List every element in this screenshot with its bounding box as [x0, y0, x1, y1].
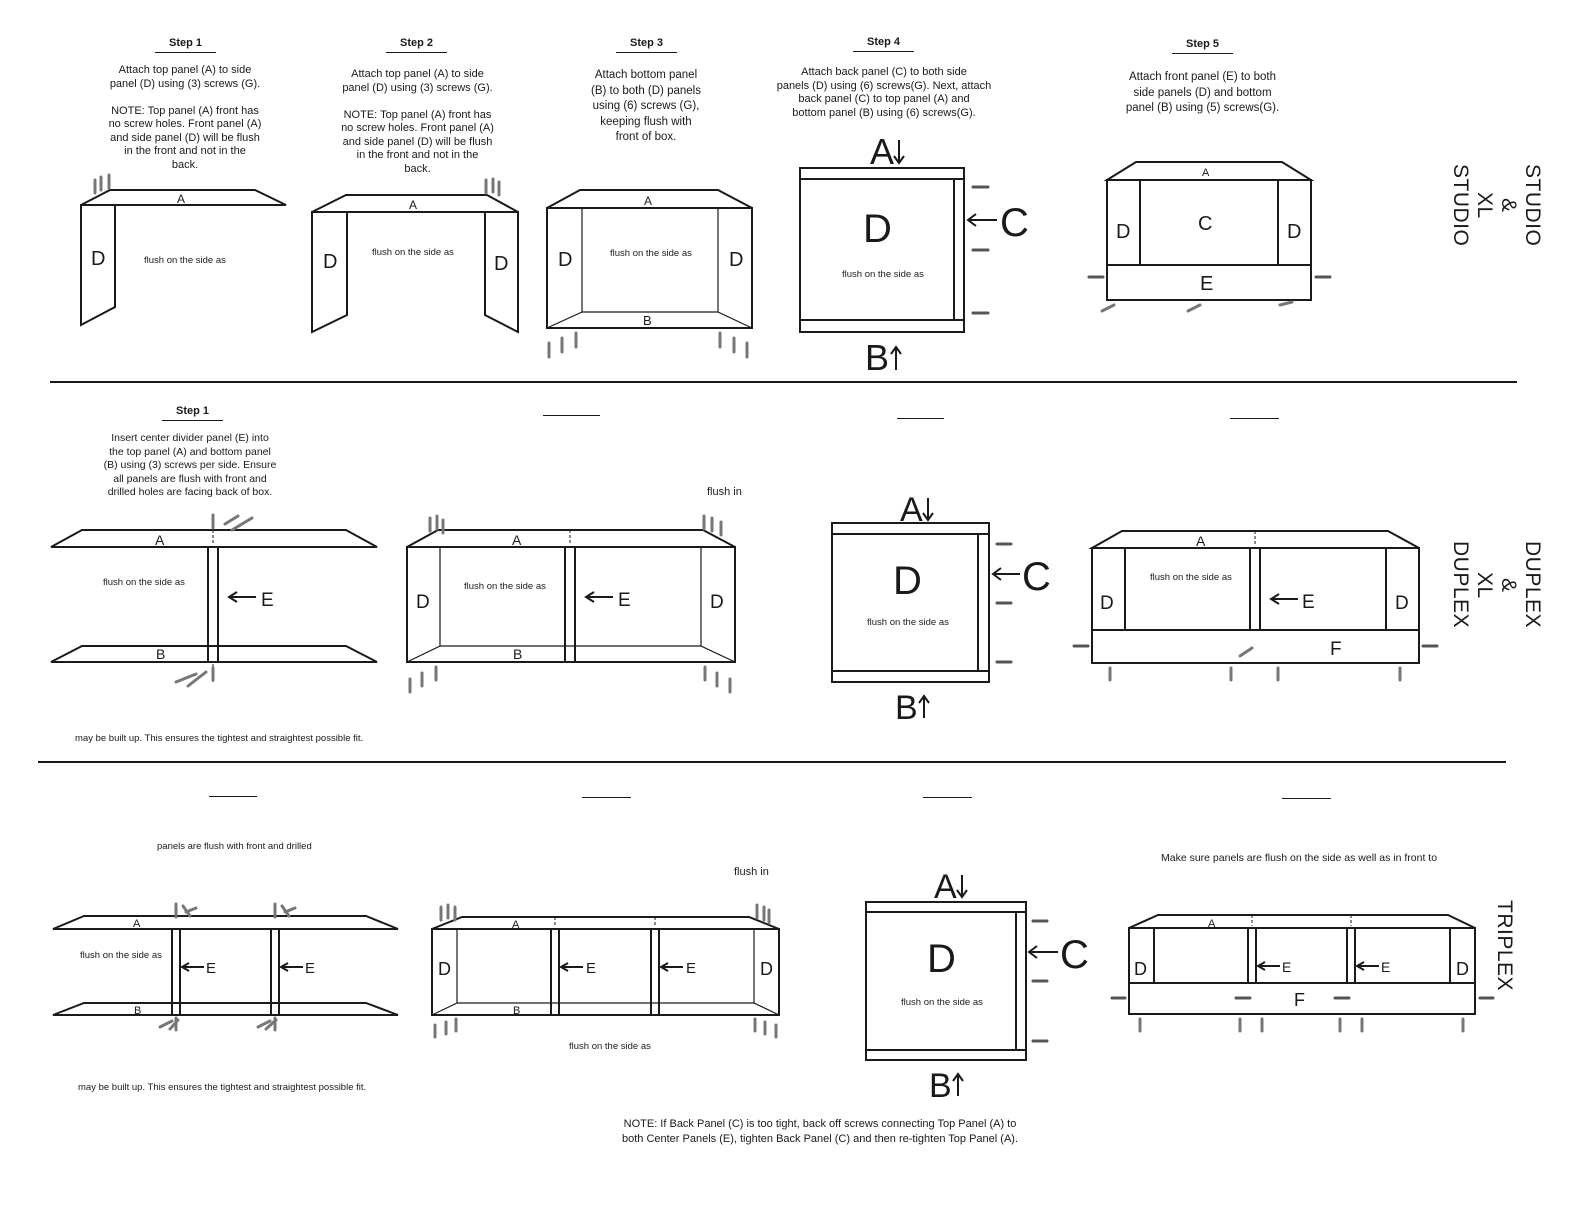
studio-step3-label-d-right: D	[729, 249, 744, 271]
duplex-step1-label-b: B	[156, 646, 166, 662]
triplex-step1-label-a: A	[133, 918, 141, 930]
studio-step5-text: Attach front panel (E) to both side panels (D) and bottom panel (B) using (5) screws(G).	[1125, 71, 1280, 114]
duplex-step2-flush-note: flush on the side as	[464, 581, 546, 592]
studio-step4-diagram	[800, 131, 1029, 378]
triplex-step2-flush-note: flush on the side as	[569, 1041, 651, 1052]
triplex-bottom-note: NOTE: If Back Panel (C) is too tight, back off screws connecting Top Panel (A) to both Center Panels (E), tighten Back Panel (C) and then re-tighten Top Panel (A).	[621, 1118, 1019, 1145]
triplex-step3-flush-note: flush on the side as	[901, 997, 983, 1008]
triplex-step4-label-e2: E	[1381, 959, 1391, 975]
studio-step2-label-a: A	[409, 198, 418, 212]
duplex-step2-label-e: E	[618, 590, 631, 611]
studio-step5-label-c: C	[1198, 213, 1213, 235]
studio-step3-label-d-left: D	[558, 249, 573, 271]
triplex-step4-label-d-right: D	[1456, 959, 1469, 979]
triplex-step4-label-a: A	[1208, 918, 1216, 930]
triplex-step1-label-e2: E	[305, 960, 316, 977]
duplex-step4-label-e: E	[1302, 592, 1315, 613]
studio-step1-flush-note: flush on the side as	[144, 255, 226, 266]
duplex-step4-label-f: F	[1330, 639, 1342, 660]
duplex-step2-label-a: A	[512, 532, 522, 548]
duplex-step2-diagram	[407, 516, 735, 692]
duplex-flush-in-note: flush in	[707, 486, 742, 498]
triplex-step2-label-e1: E	[586, 960, 597, 977]
duplex-step2-label-d-left: D	[416, 592, 430, 613]
studio-step1-text: Attach top panel (A) to side panel (D) using (3) screws (G). NOTE: Top panel (A) front has no screw holes. Front panel (A) and side panel (D) will be flush in the front and not in the back.	[108, 64, 262, 171]
triplex-step2-diagram	[432, 905, 779, 1052]
duplex-step3-label-a: A	[900, 491, 923, 529]
triplex-step4-label-d-left: D	[1134, 959, 1147, 979]
studio-step2-title: Step 2	[386, 37, 447, 53]
duplex-step3-diagram	[832, 491, 1051, 727]
studio-step4-flush-note: flush on the side as	[842, 269, 924, 280]
studio-step5-label-d-left: D	[1116, 221, 1131, 243]
studio-step1-title: Step 1	[155, 37, 216, 53]
triplex-make-sure-note: Make sure panels are flush on the side as well as in front to	[1161, 852, 1438, 864]
duplex-step1-label-a: A	[155, 532, 165, 548]
triplex-step1-diagram	[53, 904, 398, 1030]
duplex-step3-flush-note: flush on the side as	[867, 617, 949, 628]
triplex-step4-label-e1: E	[1282, 959, 1292, 975]
triplex-step1-flush-note: flush on the side as	[80, 950, 162, 961]
studio-step2-flush-note: flush on the side as	[372, 247, 454, 258]
studio-step5-label-d-right: D	[1287, 221, 1302, 243]
duplex-step2-label-d-right: D	[710, 592, 724, 613]
triplex-step4-diagram	[1112, 915, 1493, 1031]
triplex-step3-diagram	[866, 868, 1089, 1105]
studio-step1-label-d: D	[91, 248, 106, 270]
duplex-step4-label-d-right: D	[1395, 593, 1409, 614]
duplex-footer-note: may be built up. This ensures the tightest and straightest possible fit.	[75, 733, 364, 744]
studio-step3-label-b: B	[643, 313, 652, 328]
duplex-step4-flush-note: flush on the side as	[1150, 572, 1232, 583]
row-label-duplex: DUPLEX & XL DUPLEX	[1449, 541, 1544, 629]
studio-step4-text: Attach back panel (C) to both side panels (D) using (6) screws(G). Next, attach back panel (C) to top panel (A) and bottom panel (B) using (6) screws(G).	[776, 66, 992, 119]
studio-step5-label-e: E	[1200, 273, 1214, 295]
triplex-step2-label-b: B	[513, 1005, 521, 1017]
triplex-step1-label-e1: E	[206, 960, 217, 977]
studio-step5-diagram	[1089, 162, 1330, 311]
studio-step3-flush-note: flush on the side as	[610, 248, 692, 259]
row-label-triplex: TRIPLEX	[1493, 900, 1516, 992]
triplex-step4-label-f: F	[1294, 990, 1305, 1010]
studio-step5-title: Step 5	[1172, 38, 1233, 54]
triplex-step2-label-e2: E	[686, 960, 697, 977]
studio-step3-title: Step 3	[616, 37, 677, 53]
triplex-panels-note: panels are flush with front and drilled	[157, 841, 312, 852]
triplex-step2-label-a: A	[512, 919, 520, 931]
duplex-step3-label-d: D	[893, 559, 922, 603]
studio-step4-label-d: D	[863, 207, 892, 251]
duplex-step1-title: Step 1	[162, 405, 223, 421]
triplex-flush-in-note: flush in	[734, 866, 769, 878]
studio-step5-label-a: A	[1202, 167, 1210, 179]
studio-step3-label-a: A	[644, 194, 653, 208]
studio-step3-text: Attach bottom panel (B) to both (D) panels using (6) screws (G), keeping flush with front of box.	[591, 69, 701, 143]
triplex-step3-label-d: D	[927, 937, 956, 981]
studio-step2-label-d-left: D	[323, 251, 338, 273]
duplex-step1-diagram	[51, 515, 377, 686]
triplex-step3-label-b: B	[929, 1067, 952, 1105]
triplex-step1-label-b: B	[134, 1005, 142, 1017]
duplex-step4-label-d-left: D	[1100, 593, 1114, 614]
triplex-step3-label-a: A	[934, 868, 957, 906]
duplex-step2-label-b: B	[513, 646, 523, 662]
studio-step4-title: Step 4	[853, 36, 914, 52]
triplex-footer-note: may be built up. This ensures the tightest and straightest possible fit.	[78, 1082, 367, 1093]
studio-step4-label-c: C	[1000, 201, 1029, 245]
studio-step3-diagram	[547, 190, 752, 357]
studio-step1-label-a: A	[177, 192, 186, 206]
duplex-step4-diagram	[1074, 531, 1437, 680]
studio-step4-label-a: A	[870, 131, 895, 172]
studio-step1-diagram	[81, 175, 286, 325]
studio-step2-text: Attach top panel (A) to side panel (D) using (3) screws (G). NOTE: Top panel (A) front has no screw holes. Front panel (A) and side panel (D) will be flush in the front and not in the back.	[341, 68, 494, 175]
duplex-step3-label-c: C	[1022, 555, 1051, 599]
duplex-step1-text: Insert center divider panel (E) into the top panel (A) and bottom panel (B) using (3) screws per side. Ensure all panels are flush with front and drilled holes are facing back of box.	[103, 432, 277, 498]
duplex-step1-label-e: E	[261, 590, 274, 611]
studio-step2-diagram	[312, 179, 518, 332]
triplex-step2-label-d-left: D	[438, 959, 451, 979]
triplex-step2-label-d-right: D	[760, 959, 773, 979]
row-label-studio: STUDIO & XL STUDIO	[1449, 163, 1544, 247]
duplex-step4-label-a: A	[1196, 533, 1206, 549]
studio-step2-label-d-right: D	[494, 253, 509, 275]
studio-step4-label-b: B	[865, 337, 890, 378]
triplex-step3-label-c: C	[1060, 933, 1089, 977]
duplex-step3-label-b: B	[895, 689, 918, 727]
duplex-step1-flush-note: flush on the side as	[103, 577, 185, 588]
